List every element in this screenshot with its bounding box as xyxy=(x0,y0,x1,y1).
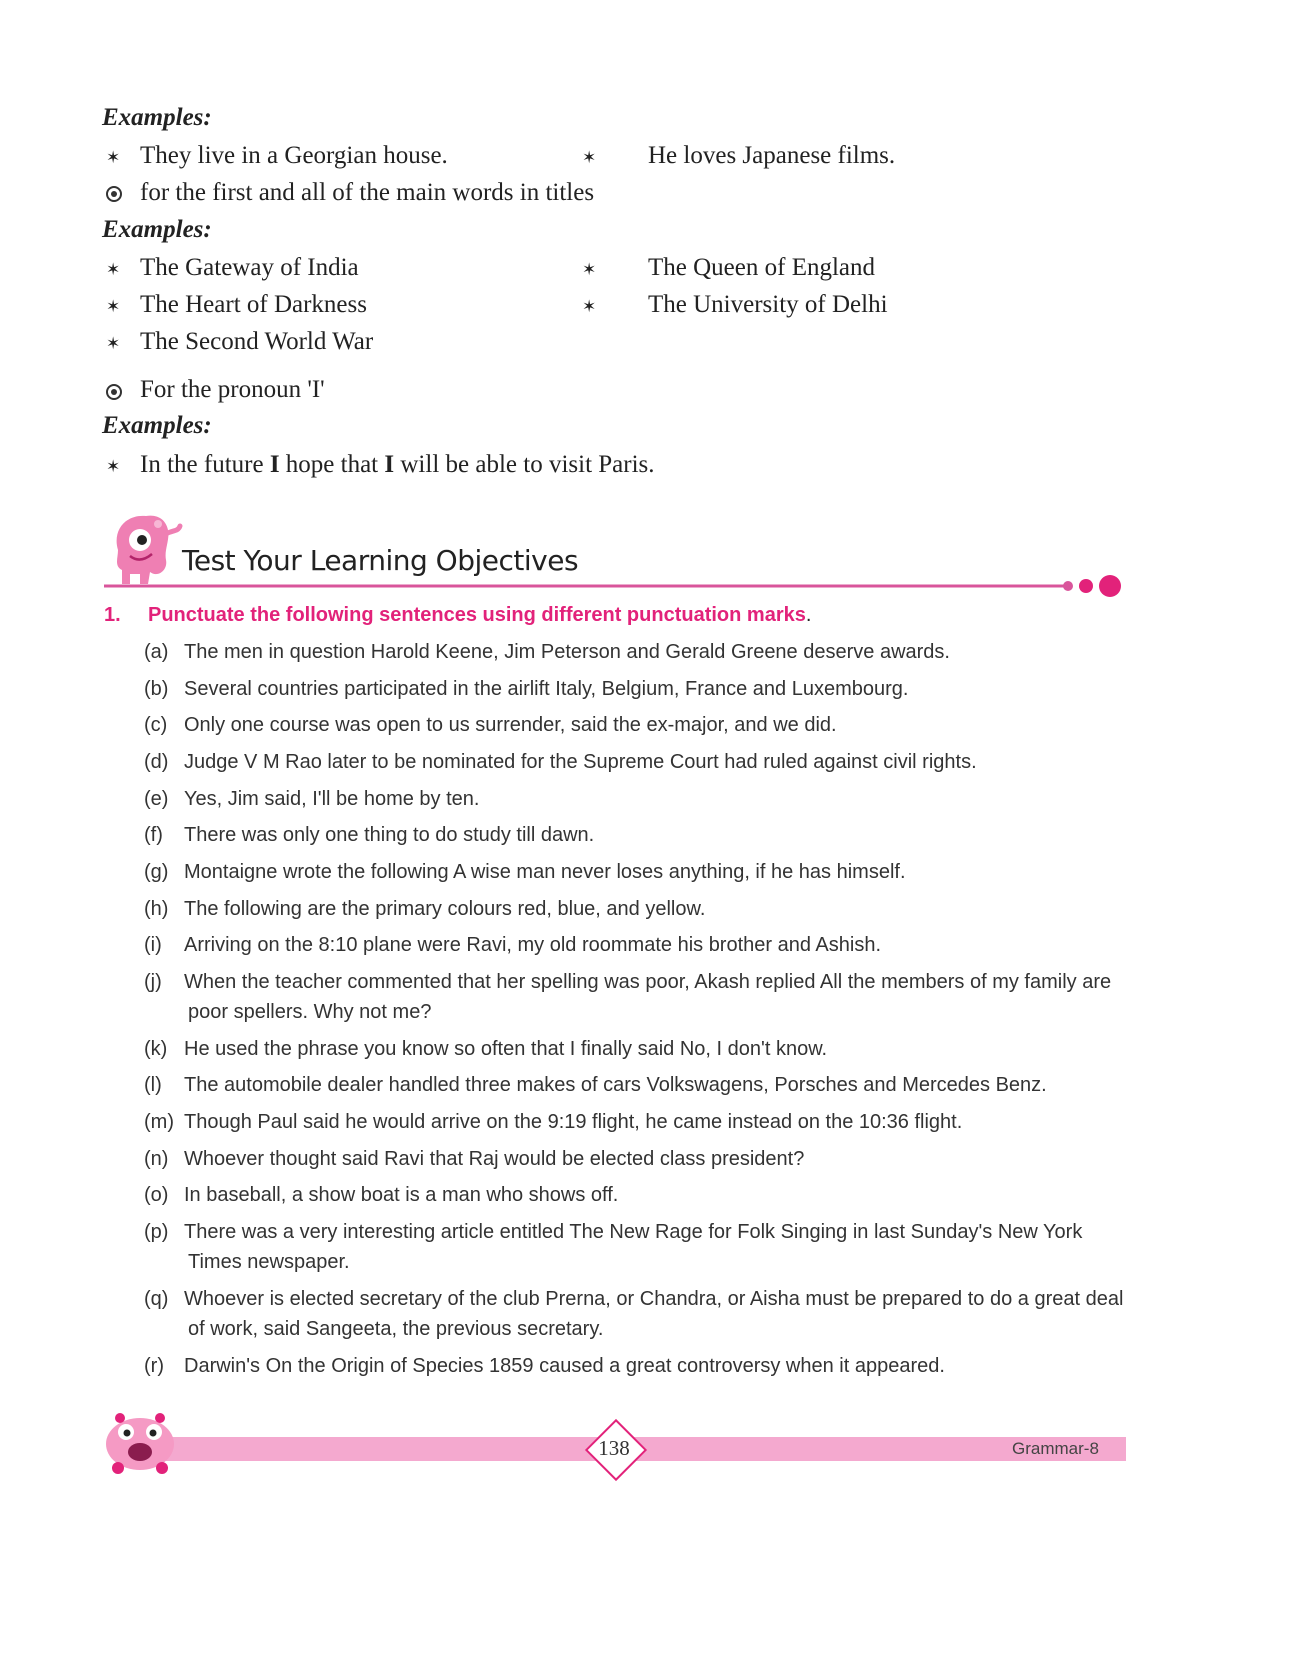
item-text: When the teacher commented that her spelling was poor, Akash replied All the members of my family are xyxy=(184,971,1112,993)
circle-bullet-icon xyxy=(106,384,122,400)
objectives-banner xyxy=(100,510,1130,600)
item-text: Only one course was open to us surrender, said the ex-major, and we did. xyxy=(184,714,837,736)
page-number: 138 xyxy=(598,1436,630,1460)
item-text: There was only one thing to do study till dawn. xyxy=(184,824,595,846)
book-title: Grammar-8 xyxy=(1012,1439,1099,1458)
item-text-continued: poor spellers. Why not me? xyxy=(188,1001,432,1023)
item-label: (h) xyxy=(144,898,169,920)
item-text: Several countries participated in the airlift Italy, Belgium, France and Luxembourg. xyxy=(184,678,909,700)
example-item: The Heart of Darkness xyxy=(140,291,367,318)
item-text: Yes, Jim said, I'll be home by ten. xyxy=(184,788,480,810)
item-label: (o) xyxy=(144,1184,169,1206)
item-text: Whoever thought said Ravi that Raj would be elected class president? xyxy=(184,1148,805,1170)
example-item: In the future I hope that I will be able to visit Paris. xyxy=(140,451,655,478)
item-text: There was a very interesting article entitled The New Rage for Folk Singing in last Sunday's New York xyxy=(184,1221,1083,1243)
examples-heading-2: Examples: xyxy=(102,216,212,243)
banner-title: Test Your Learning Objectives xyxy=(182,544,579,577)
item-label: (k) xyxy=(144,1038,168,1060)
item-label: (n) xyxy=(144,1148,169,1170)
item-label: (q) xyxy=(144,1288,169,1310)
item-text: Though Paul said he would arrive on the 9:19 flight, he came instead on the 10:36 flight. xyxy=(184,1111,963,1133)
item-label: (r) xyxy=(144,1355,164,1377)
example-item: The Second World War xyxy=(140,328,374,355)
circle-bullet-icon xyxy=(106,186,122,202)
item-text-continued: Times newspaper. xyxy=(188,1251,350,1273)
star-bullet-icon: ✶ xyxy=(106,297,121,317)
item-label: (i) xyxy=(144,934,162,956)
star-bullet-icon: ✶ xyxy=(582,297,597,317)
item-text: The following are the primary colours red, blue, and yellow. xyxy=(184,898,706,920)
item-text: Darwin's On the Origin of Species 1859 caused a great controversy when it appeared. xyxy=(184,1355,945,1377)
item-label: (j) xyxy=(144,971,162,993)
item-text: He used the phrase you know so often that I finally said No, I don't know. xyxy=(184,1038,828,1060)
monster-footer-icon xyxy=(100,1408,178,1474)
item-label: (a) xyxy=(144,641,169,663)
star-bullet-icon: ✶ xyxy=(106,334,121,354)
example-item: They live in a Georgian house. xyxy=(140,142,448,169)
star-bullet-icon: ✶ xyxy=(582,148,597,168)
question-number: 1. xyxy=(104,604,121,626)
star-bullet-icon: ✶ xyxy=(106,260,121,280)
item-text: Whoever is elected secretary of the club Prerna, or Chandra, or Aisha must be prepared to do a great deal xyxy=(184,1288,1124,1310)
rule-text: for the first and all of the main words in titles xyxy=(140,179,595,206)
example-item: The University of Delhi xyxy=(648,291,888,318)
example-item: The Queen of England xyxy=(648,254,876,281)
item-label: (m) xyxy=(144,1111,174,1133)
item-label: (c) xyxy=(144,714,168,736)
item-label: (e) xyxy=(144,788,169,810)
item-text: Montaigne wrote the following A wise man never loses anything, if he has himself. xyxy=(184,861,906,883)
star-bullet-icon: ✶ xyxy=(106,148,121,168)
examples-heading-3: Examples: xyxy=(102,412,212,439)
star-bullet-icon: ✶ xyxy=(106,457,121,477)
item-text: Judge V M Rao later to be nominated for the Supreme Court had ruled against civil rights. xyxy=(184,751,977,773)
item-text: In baseball, a show boat is a man who shows off. xyxy=(184,1184,619,1206)
example-item: The Gateway of India xyxy=(140,254,359,281)
star-bullet-icon: ✶ xyxy=(582,260,597,280)
item-label: (f) xyxy=(144,824,163,846)
rule-text: For the pronoun 'I' xyxy=(140,376,325,403)
item-text-continued: of work, said Sangeeta, the previous secretary. xyxy=(188,1318,604,1340)
item-text: The men in question Harold Keene, Jim Peterson and Gerald Greene deserve awards. xyxy=(184,641,950,663)
item-text: The automobile dealer handled three makes of cars Volkswagens, Porsches and Mercedes Benz. xyxy=(184,1074,1047,1096)
item-label: (g) xyxy=(144,861,169,883)
item-label: (l) xyxy=(144,1074,162,1096)
example-item: He loves Japanese films. xyxy=(648,142,896,169)
item-label: (p) xyxy=(144,1221,169,1243)
examples-heading-1: Examples: xyxy=(102,104,212,131)
item-label: (d) xyxy=(144,751,169,773)
item-text: Arriving on the 8:10 plane were Ravi, my old roommate his brother and Ashish. xyxy=(184,934,882,956)
item-label: (b) xyxy=(144,678,169,700)
question-heading: Punctuate the following sentences using different punctuation marks. xyxy=(148,604,812,626)
